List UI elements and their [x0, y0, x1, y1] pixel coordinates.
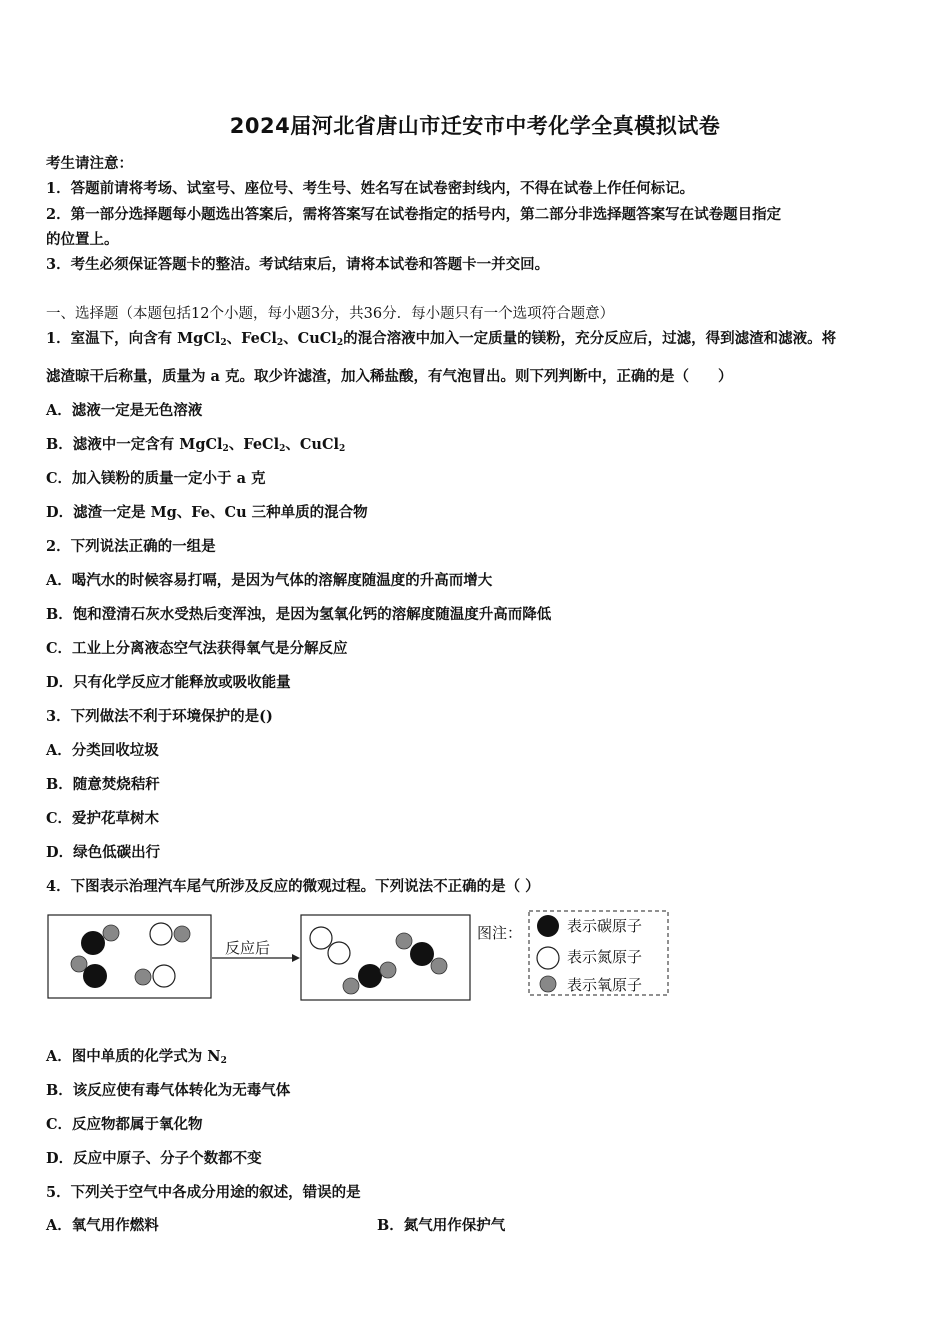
notice-item-2-cont: 的位置上。	[46, 231, 119, 248]
q2-stem: 2．下列说法正确的一组是	[46, 538, 216, 555]
q1-option-a: A．滤液一定是无色溶液	[46, 402, 203, 419]
q3-option-d: D．绿色低碳出行	[46, 844, 161, 861]
q2-option-d: D．只有化学反应才能释放或吸收能量	[46, 674, 291, 691]
q4-option-b: B．该反应使有毒气体转化为无毒气体	[46, 1082, 291, 1099]
legend-oxygen-icon	[540, 976, 556, 992]
oxygen-atom	[380, 962, 396, 978]
nitrogen-atom	[153, 965, 175, 987]
oxygen-atom	[71, 956, 87, 972]
notice-item-2: 2．第一部分选择题每小题选出答案后，需将答案写在试卷指定的括号内，第二部分非选择题答案写在试卷题目指定	[46, 206, 782, 223]
q3-option-b: B．随意焚烧秸秆	[46, 776, 160, 793]
carbon-atom	[81, 931, 105, 955]
carbon-atom	[410, 942, 434, 966]
notice-heading: 考生请注意：	[46, 155, 133, 172]
q2-option-c: C．工业上分离液态空气法获得氧气是分解反应	[46, 640, 348, 657]
oxygen-atom	[396, 933, 412, 949]
section-heading: 一、选择题（本题包括12个小题，每小题3分，共36分．每小题只有一个选项符合题意）	[46, 306, 615, 322]
legend-carbon-label: 表示碳原子	[567, 917, 643, 935]
legend-title: 图注：	[477, 924, 523, 942]
q1-option-b: B．滤液中一定含有 MgCl$_2$、FeCl$_2$、CuCl$_2$	[46, 436, 346, 454]
notice-item-3: 3．考生必须保证答题卡的整洁。考试结束后，请将本试卷和答题卡一并交回。	[46, 256, 550, 273]
arrow-label: 反应后	[225, 939, 271, 957]
legend-carbon-icon	[537, 915, 559, 937]
carbon-atom	[83, 964, 107, 988]
q4-option-a: A．图中单质的化学式为 $N_2$	[46, 1048, 227, 1066]
q3-option-c: C．爱护花草树木	[46, 810, 160, 827]
q2-option-b: B．饱和澄清石灰水受热后变浑浊，是因为氢氧化钙的溶解度随温度升高而降低	[46, 606, 552, 623]
q4-stem: 4．下图表示治理汽车尾气所涉及反应的微观过程。下列说法不正确的是（ ）	[46, 878, 540, 895]
carbon-atom	[358, 964, 382, 988]
page-title: 2024届河北省唐山市迁安市中考化学全真模拟试卷	[229, 114, 721, 138]
product-molecules	[310, 927, 447, 994]
q4-option-d: D．反应中原子、分子个数都不变	[46, 1150, 262, 1167]
legend-nitrogen-icon	[537, 947, 559, 969]
oxygen-atom	[343, 978, 359, 994]
notice-item-1: 1．答题前请将考场、试室号、座位号、考生号、姓名写在试卷密封线内，不得在试卷上作任何标记。	[46, 180, 695, 197]
q1-stem-line1: 1．室温下，向含有 MgCl$_2$、FeCl$_2$、CuCl$_2$的混合溶液中加入一定质量的镁粉，充分反应后，过滤，得到滤渣和滤液。将	[46, 330, 837, 348]
q3-stem: 3．下列做法不利于环境保护的是()	[46, 708, 273, 725]
q1-stem-line2: 滤渣晾干后称量，质量为 a 克。取少许滤渣，加入稀盐酸，有气泡冒出。则下列判断中，正确的是（ ）	[46, 368, 733, 385]
legend-oxygen-label: 表示氧原子	[567, 976, 643, 994]
oxygen-atom	[135, 969, 151, 985]
q4-option-c: C．反应物都属于氧化物	[46, 1116, 203, 1133]
q5-option-b: B．氮气用作保护气	[377, 1217, 506, 1234]
legend-nitrogen-label: 表示氮原子	[567, 948, 643, 966]
q5-stem: 5．下列关于空气中各成分用途的叙述，错误的是	[46, 1184, 361, 1201]
q2-option-a: A．喝汽水的时候容易打嗝，是因为气体的溶解度随温度的升高而增大	[46, 572, 493, 589]
nitrogen-atom	[310, 927, 332, 949]
reactant-molecules	[71, 923, 190, 988]
oxygen-atom	[174, 926, 190, 942]
nitrogen-atom	[150, 923, 172, 945]
q1-option-c: C．加入镁粉的质量一定小于 a 克	[46, 470, 266, 487]
arrow-head-icon	[292, 954, 300, 962]
nitrogen-atom	[328, 942, 350, 964]
reaction-diagram	[46, 907, 671, 1002]
q1-option-d: D．滤渣一定是 Mg、Fe、Cu 三种单质的混合物	[46, 504, 368, 521]
q5-option-a: A．氧气用作燃料	[46, 1217, 159, 1234]
oxygen-atom	[431, 958, 447, 974]
oxygen-atom	[103, 925, 119, 941]
q3-option-a: A．分类回收垃圾	[46, 742, 159, 759]
